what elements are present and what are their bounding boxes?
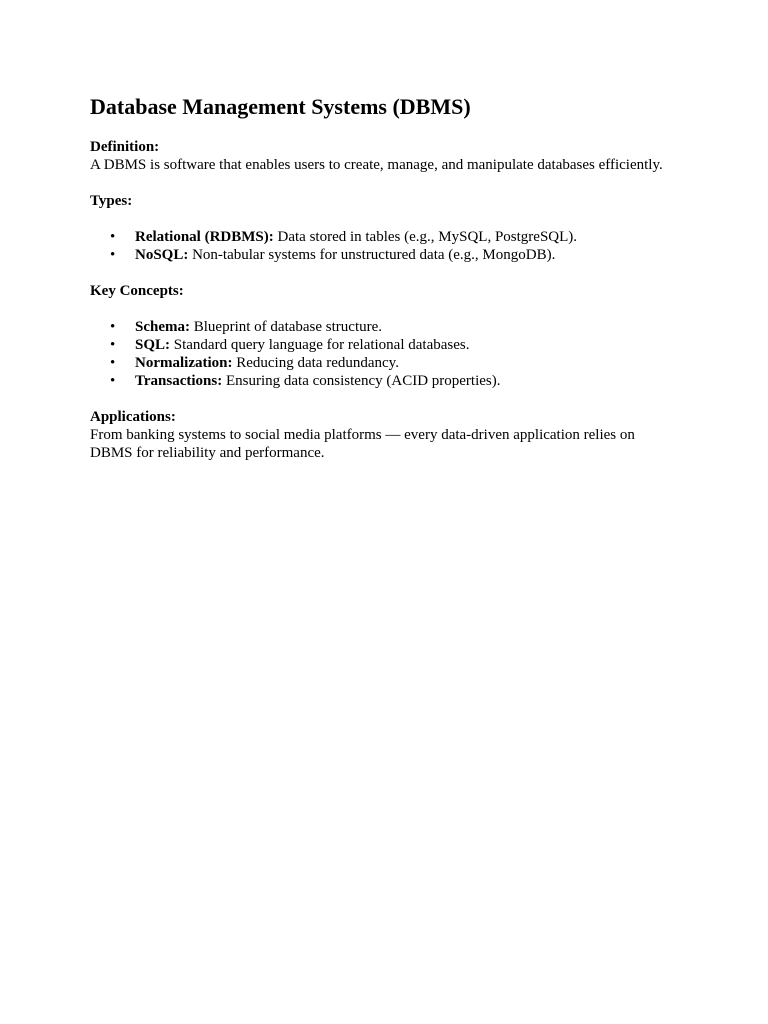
bullet-icon: • [110,373,116,389]
list-item-desc: Ensuring data consistency (ACID properties). [222,373,501,389]
bullet-icon: • [110,247,116,263]
list-item-term: Schema: [135,319,190,335]
list-item-term: Normalization: [135,355,233,371]
list-item-desc: Standard query language for relational databases. [170,337,470,353]
list-item-term: Relational (RDBMS): [135,229,274,245]
list-item [90,318,690,336]
list-item [90,336,690,354]
types-heading: Types: [90,193,133,209]
list-item-term: SQL: [135,337,171,353]
list-item-desc: Reducing data redundancy. [232,355,399,371]
bullet-icon: • [110,319,116,335]
list-item-desc: Data stored in tables (e.g., MySQL, PostgreSQL). [273,229,578,245]
bullet-icon: • [110,229,116,245]
types-list [90,228,690,264]
list-item-term: Transactions: [135,373,223,389]
definition-heading: Definition: [90,139,160,155]
list-item [90,228,690,246]
page-title: Database Management Systems (DBMS) [90,94,471,119]
definition-text: A DBMS is software that enables users to create, manage, and manipulate databases efficiently. [90,157,663,173]
list-item [90,372,690,390]
bullet-icon: • [110,355,116,371]
key-concepts-heading: Key Concepts: [90,283,184,299]
bullet-icon: • [110,337,116,353]
list-item [90,354,690,372]
document-page [90,93,690,462]
applications-text: From banking systems to social media platforms — every data-driven application relies on DBMS for reliability and performance. [90,427,635,461]
list-item-term: NoSQL: [135,247,189,263]
list-item-desc: Non-tabular systems for unstructured data (e.g., MongoDB). [188,247,556,263]
applications-heading: Applications: [90,409,176,425]
list-item [90,246,690,264]
list-item-desc: Blueprint of database structure. [190,319,383,335]
key-concepts-list [90,318,690,390]
